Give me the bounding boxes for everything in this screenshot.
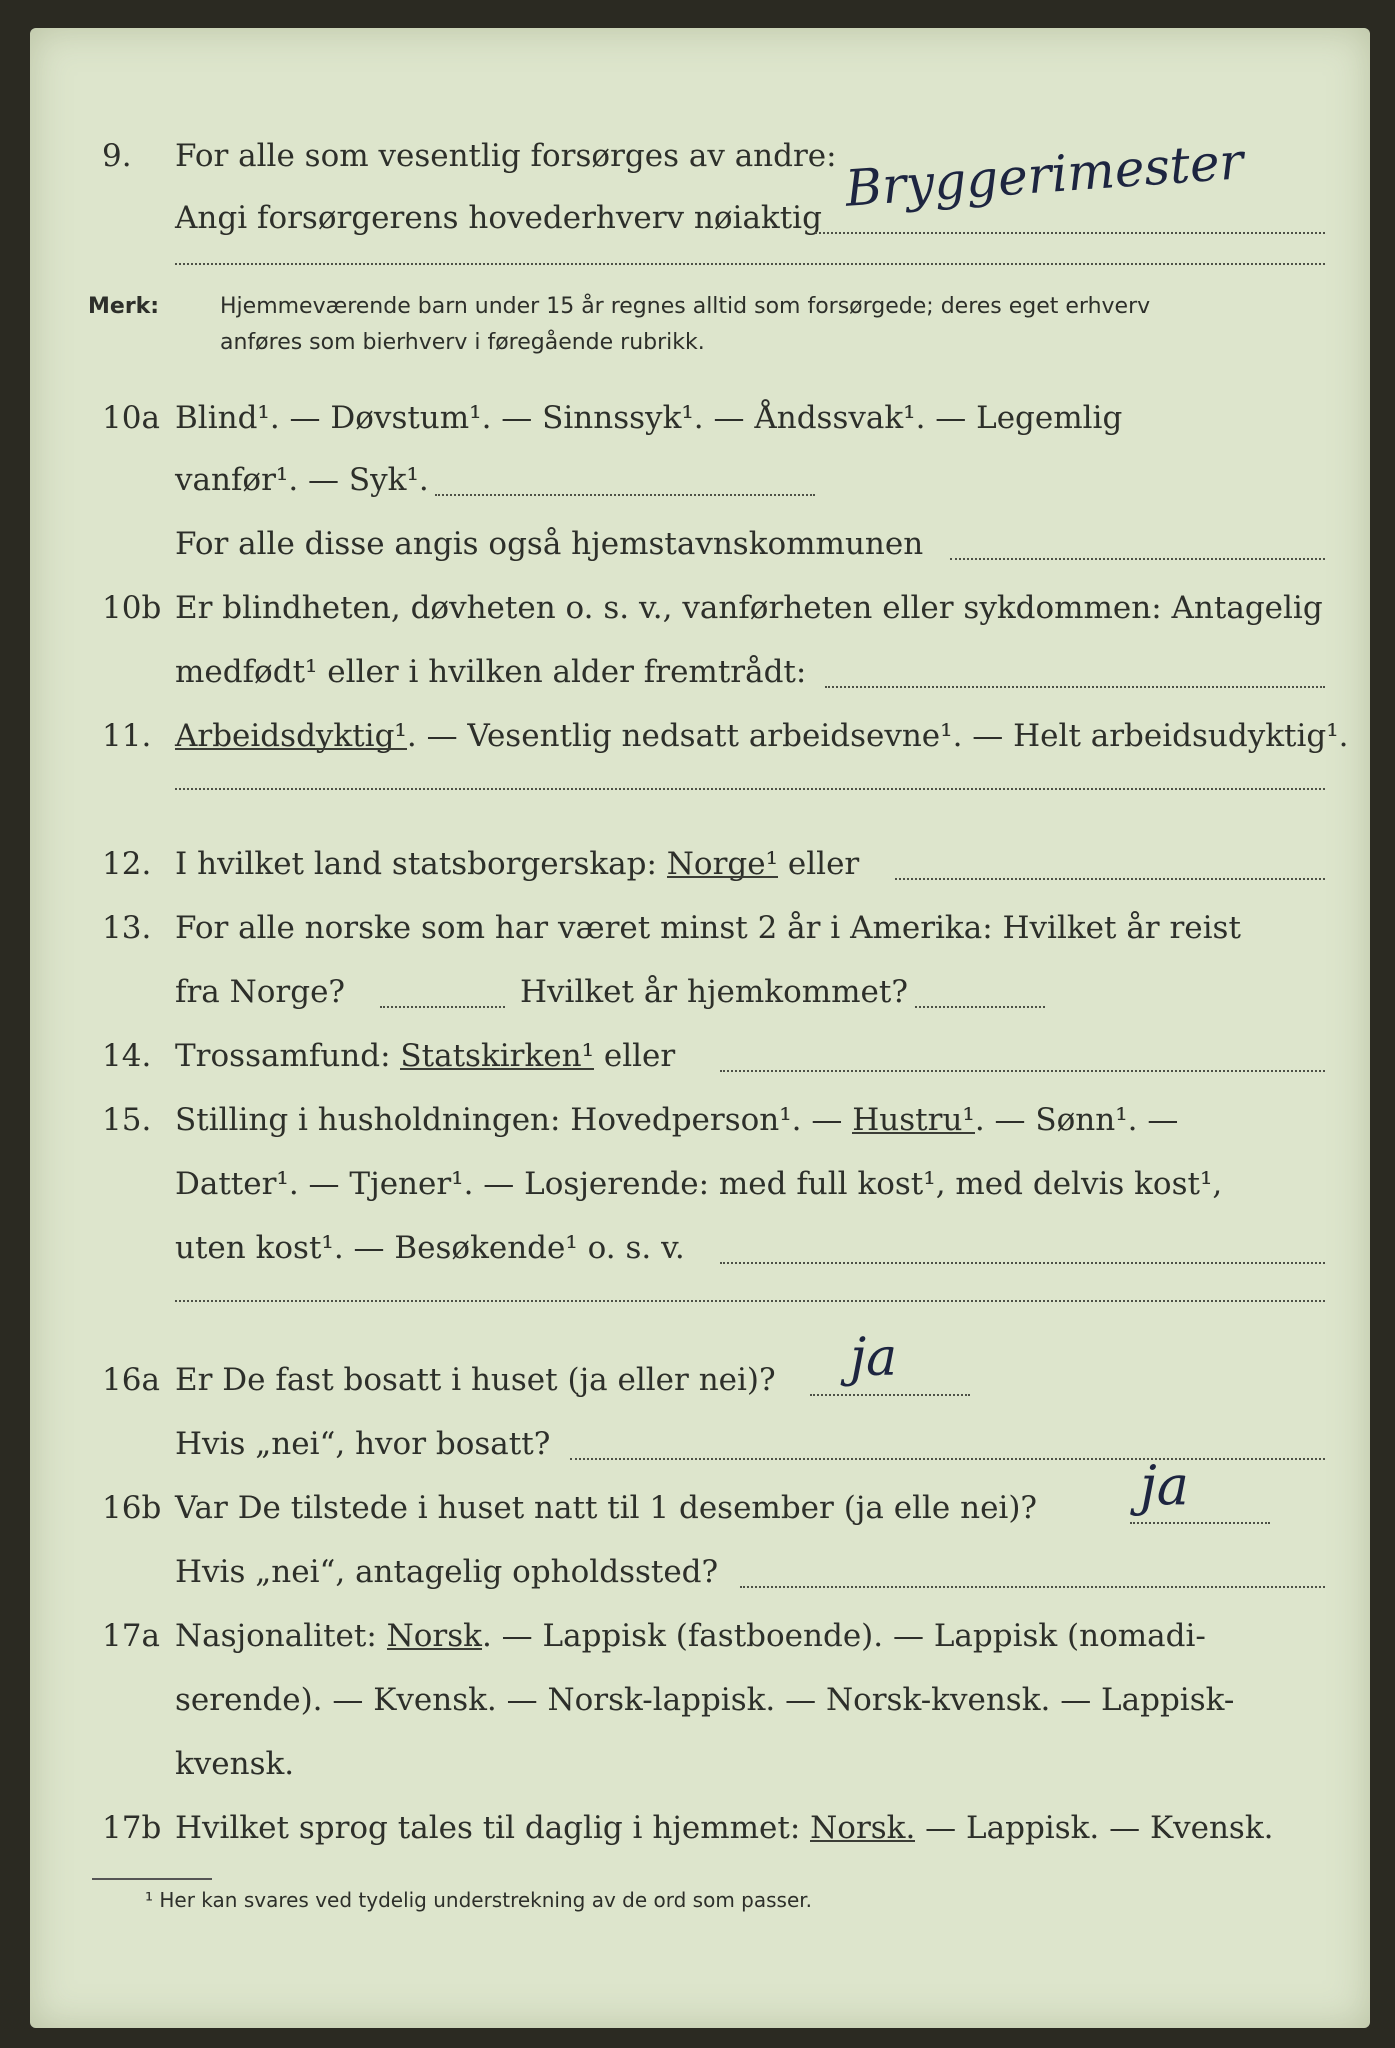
q11-extra-line	[175, 788, 1325, 790]
q16b-line2	[30, 1542, 1370, 1602]
q11-other-options: . — Vesentlig nedsatt arbeidsevne¹. — Helt arbeidsudyktig¹.	[406, 718, 1349, 754]
q17a-line1	[30, 1606, 1370, 1666]
census-form-page	[30, 28, 1370, 2028]
q14-selected-option[interactable]: Statskirken¹	[400, 1038, 594, 1074]
q14-label: Trossamfund:	[175, 1038, 391, 1074]
q15-line3	[30, 1218, 1370, 1278]
q10a-line3	[30, 514, 1370, 574]
q16b-place-label: Hvis „nei“, antagelig opholdssted?	[175, 1554, 719, 1590]
q16b-answer-field[interactable]	[1130, 1522, 1270, 1524]
q13-text: For alle norske som har været minst 2 år i Amerika: Hvilket år reist	[175, 910, 1241, 946]
merk-line2: anføres som bierhverv i føregående rubrikk.	[220, 330, 705, 355]
q16a-where-field[interactable]	[570, 1458, 1325, 1460]
q12-other-field[interactable]	[895, 878, 1325, 880]
footnote-rule	[92, 1878, 212, 1880]
q17a-selected-option[interactable]: Norsk	[386, 1618, 482, 1654]
q9-handwritten-answer: Bryggerimester	[843, 132, 1246, 218]
q11-number: 11.	[102, 718, 152, 754]
merk-line1: Hjemmeværende barn under 15 år regnes alltid som forsørgede; deres eget erhverv	[220, 294, 1151, 319]
q16a-line1	[30, 1350, 1370, 1410]
q17b-line	[30, 1798, 1370, 1858]
q14-other-field[interactable]	[720, 1070, 1325, 1072]
q15-selected-option[interactable]: Hustru¹	[852, 1102, 975, 1138]
q17b-label: Hvilket sprog tales til daglig i hjemmet:	[175, 1810, 801, 1846]
q16b-text: Var De tilstede i huset natt til 1 desember (ja elle nei)?	[175, 1490, 1038, 1526]
q17a-options: . — Lappisk (fastboende). — Lappisk (nomadi-	[481, 1618, 1206, 1654]
q13-line1	[30, 898, 1370, 958]
q9-number: 9.	[102, 138, 132, 174]
q14-line	[30, 1026, 1370, 1086]
q17b-text	[175, 1798, 1273, 1858]
q16b-place-field[interactable]	[740, 1586, 1325, 1588]
q16a-where-label: Hvis „nei“, hvor bosatt?	[175, 1426, 551, 1462]
q9-extra-line	[175, 263, 1325, 265]
q14-text	[175, 1026, 675, 1086]
q15-other-field[interactable]	[720, 1262, 1325, 1264]
q15-extra-line	[175, 1300, 1325, 1302]
q17a-number: 17a	[102, 1618, 160, 1654]
q17a-options-cont: serende). — Kvensk. — Norsk-lappisk. — Norsk-kvensk. — Lappisk-	[175, 1682, 1235, 1718]
q10a-options-cont: vanfør¹. — Syk¹.	[175, 462, 429, 498]
q11-options	[175, 706, 1349, 766]
q16a-answer-field[interactable]	[810, 1394, 970, 1396]
q10a-options: Blind¹. — Døvstum¹. — Sinnssyk¹. — Åndssvak¹. — Legemlig	[175, 400, 1123, 436]
q9-provider-label: Angi forsørgerens hovederhverv nøiaktig	[175, 200, 822, 236]
q17a-line2	[30, 1670, 1370, 1730]
q15-text	[175, 1090, 1178, 1150]
q11-selected-option[interactable]: Arbeidsdyktig¹	[175, 718, 407, 754]
q10a-line1	[30, 388, 1370, 448]
q12-selected-option[interactable]: Norge¹	[666, 846, 779, 882]
q13-from-label: fra Norge?	[175, 974, 346, 1010]
q13-number: 13.	[102, 910, 152, 946]
q15-options-a: Stilling i husholdningen: Hovedperson¹. —	[175, 1102, 843, 1138]
q15-line2	[30, 1154, 1370, 1214]
q17a-line3	[30, 1734, 1370, 1794]
q10a-syk-field[interactable]	[435, 494, 815, 496]
q10b-line1	[30, 578, 1370, 638]
q16a-number: 16a	[102, 1362, 160, 1398]
q10b-text-cont: medfødt¹ eller i hvilken alder fremtrådt:	[175, 654, 807, 690]
q12-line	[30, 834, 1370, 894]
q10a-hometown-label: For alle disse angis også hjemstavnskommunen	[175, 526, 924, 562]
q12-label: I hvilket land statsborgerskap:	[175, 846, 657, 882]
q15-options-cont: Datter¹. — Tjener¹. — Losjerende: med full kost¹, med delvis kost¹,	[175, 1166, 1223, 1202]
q17a-label: Nasjonalitet:	[175, 1618, 377, 1654]
q10b-age-field[interactable]	[825, 686, 1325, 688]
q13-from-field[interactable]	[380, 1006, 505, 1008]
q17a-text	[175, 1606, 1206, 1666]
q14-number: 14.	[102, 1038, 152, 1074]
q15-line1	[30, 1090, 1370, 1150]
q10a-number: 10a	[102, 400, 160, 436]
q12-number: 12.	[102, 846, 152, 882]
q16b-number: 16b	[102, 1490, 162, 1526]
q17b-selected-option[interactable]: Norsk.	[810, 1810, 916, 1846]
q13-line2	[30, 962, 1370, 1022]
q17a-options-end: kvensk.	[175, 1746, 295, 1782]
q17b-number: 17b	[102, 1810, 162, 1846]
q14-eller: eller	[603, 1038, 676, 1074]
q16a-text: Er De fast bosatt i huset (ja eller nei)?	[175, 1362, 776, 1398]
q16b-handwritten-answer: ja	[1140, 1454, 1189, 1517]
q10b-number: 10b	[102, 590, 162, 626]
q12-eller: eller	[787, 846, 860, 882]
q9-line2	[30, 188, 1370, 248]
q11-line	[30, 706, 1370, 766]
q15-number: 15.	[102, 1102, 152, 1138]
q15-options-end: uten kost¹. — Besøkende¹ o. s. v.	[175, 1230, 685, 1266]
q17b-options: — Lappisk. — Kvensk.	[925, 1810, 1274, 1846]
q10b-line2	[30, 642, 1370, 702]
footnote: ¹ Her kan svares ved tydelig understrekning av de ord som passer.	[145, 1888, 813, 1912]
merk-label: Merk:	[88, 294, 160, 319]
q16a-handwritten-answer: ja	[850, 1328, 898, 1388]
q15-options-b: . — Sønn¹. —	[974, 1102, 1179, 1138]
q13-return-label: Hvilket år hjemkommet?	[520, 974, 908, 1010]
q9-text: For alle som vesentlig forsørges av andre:	[175, 138, 837, 174]
q13-return-field[interactable]	[915, 1006, 1045, 1008]
q10a-hometown-field[interactable]	[950, 558, 1325, 560]
q10a-line2	[30, 450, 1370, 510]
q12-text	[175, 834, 859, 894]
q9-answer-field[interactable]	[815, 232, 1325, 234]
q10b-text: Er blindheten, døvheten o. s. v., vanførheten eller sykdommen: Antagelig	[175, 590, 1323, 626]
